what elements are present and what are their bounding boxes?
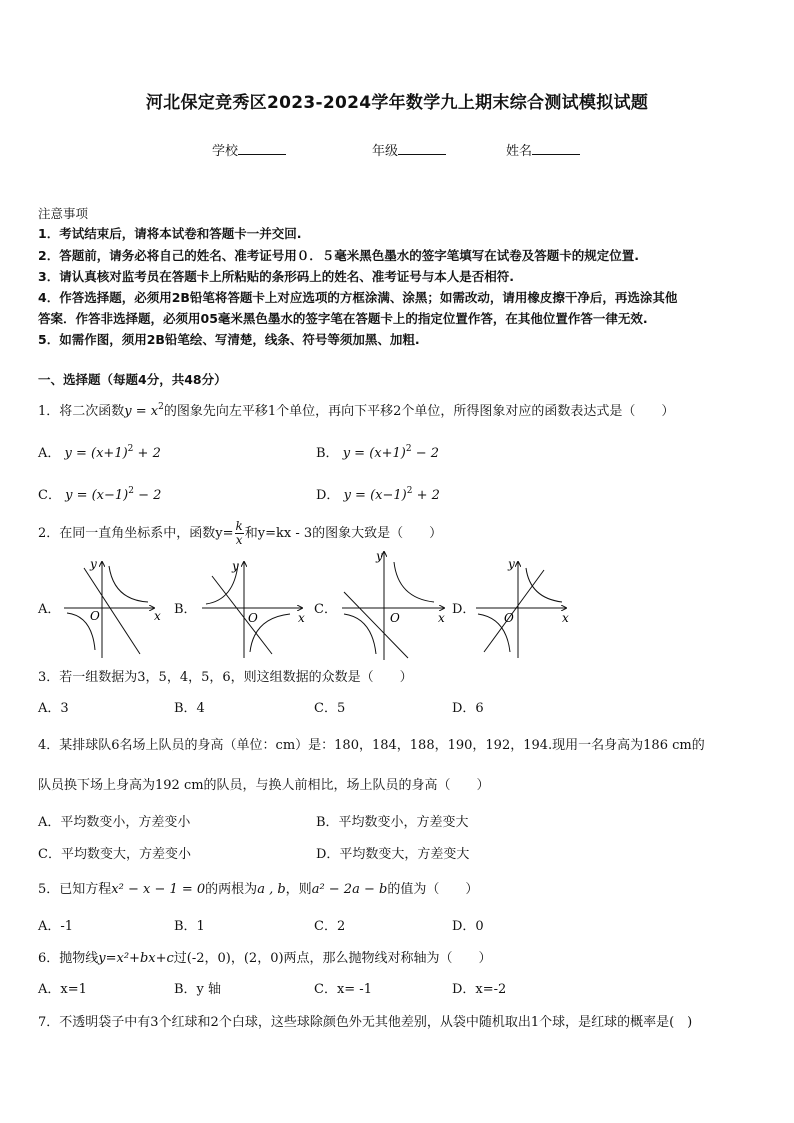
x-axis-label: x xyxy=(438,611,445,625)
y-axis-label: y xyxy=(508,557,515,571)
q2-label-d: D． xyxy=(452,602,476,617)
note-item: 2．答题前，请务必将自己的姓名、准考证号用０．５毫米黑色墨水的签字笔填写在试卷及答题卡的规定位置. xyxy=(38,248,639,263)
question-5-expression: a² − 2a − b xyxy=(311,882,388,897)
q6-option-b: B．y 轴 xyxy=(174,982,222,997)
question-6-function: y=x²+bx+c xyxy=(98,951,174,966)
question-5-roots: a , b xyxy=(257,882,286,897)
q1-option-d: D． $y = (x-1)^2 + 2$ xyxy=(316,486,440,503)
q5-option-a: A．-1 xyxy=(38,919,74,934)
question-5: 5．已知方程x² − x − 1 = 0的两根为a , b，则a² − 2a − b的值为（ ） xyxy=(38,882,479,897)
q1-option-b: B． $y = (x+1)^2 - 2$ xyxy=(316,444,440,461)
y-axis-label: y xyxy=(376,549,383,563)
hyperbola-branch xyxy=(394,562,434,602)
note-item: 4．作答选择题，必须用2B铅笔将答题卡上对应选项的方框涂满、涂黑；如需改动，请用橡皮擦干净后，再选涂其他 xyxy=(38,290,678,305)
q1-option-c: C． $y = (x-1)^2 - 2$ xyxy=(38,486,162,503)
graph-option-c xyxy=(338,548,450,662)
question-1: 1．将二次函数$y = x^2$的图象先向左平移1个单位，再向下平移2个单位，所得图象对应的函数表达式是（ ） xyxy=(38,402,675,419)
school-field xyxy=(212,140,286,159)
x-axis-label: x xyxy=(562,611,569,625)
name-field xyxy=(506,140,580,159)
q6-option-c: C．x= -1 xyxy=(314,982,372,997)
name-label: 姓名 xyxy=(506,144,533,159)
hyperbola-branch xyxy=(109,566,148,602)
question-1-func: y = x xyxy=(124,404,159,419)
q3-option-d: D．6 xyxy=(452,701,484,716)
q4-option-b: B．平均数变小，方差变大 xyxy=(316,815,469,830)
notes-heading: 注意事项 xyxy=(38,206,89,221)
y-axis-label: y xyxy=(90,557,97,571)
question-2-pre: 2．在同一直角坐标系中，函数y= xyxy=(38,526,234,541)
graph-option-a xyxy=(62,556,162,662)
question-2 xyxy=(38,520,442,547)
q2-label-a: A． xyxy=(38,602,61,617)
q1-option-a: A． $y = (x+1)^2 + 2$ xyxy=(38,444,161,461)
question-5-equation: x² − x − 1 = 0 xyxy=(111,882,206,897)
y-axis-label: y xyxy=(232,559,239,573)
q4-option-c: C．平均数变大，方差变小 xyxy=(38,847,191,862)
question-1-pre: 1．将二次函数 xyxy=(38,404,125,419)
q2-label-c: C． xyxy=(314,602,337,617)
question-3: 3．若一组数据为3，5，4，5，6，则这组数据的众数是（ ） xyxy=(38,670,413,685)
question-1-post: 的图象先向左平移1个单位，再向下平移2个单位，所得图象对应的函数表达式是（ ） xyxy=(163,404,675,419)
grade-field xyxy=(372,140,446,159)
question-7: 7．不透明袋子中有3个红球和2个白球，这些球除颜色外无其他差别，从袋中随机取出1个球，是红球的概率是( ) xyxy=(38,1015,693,1030)
name-blank xyxy=(532,142,580,155)
q5-option-b: B．1 xyxy=(174,919,205,934)
q6-option-d: D．x=-2 xyxy=(452,982,507,997)
line-graph xyxy=(212,576,272,654)
x-axis-label: x xyxy=(298,611,305,625)
graph-option-d xyxy=(474,556,574,662)
q6-option-a: A．x=1 xyxy=(38,982,87,997)
line-graph xyxy=(484,570,544,652)
grade-label: 年级 xyxy=(372,144,399,159)
origin-label: O xyxy=(504,611,514,625)
origin-label: O xyxy=(248,611,258,625)
school-label: 学校 xyxy=(212,144,239,159)
q4-option-a: A．平均数变小，方差变小 xyxy=(38,815,191,830)
note-item: 答案．作答非选择题，必须用05毫米黑色墨水的签字笔在答题卡上的指定位置作答，在其他位置作答一律无效. xyxy=(38,311,648,326)
question-6: 6．抛物线y=x²+bx+c过(-2，0)，(2，0)两点，那么抛物线对称轴为（ ） xyxy=(38,951,492,966)
school-blank xyxy=(238,142,286,155)
q3-option-b: B．4 xyxy=(174,701,205,716)
q3-option-a: A．3 xyxy=(38,701,69,716)
note-item: 1．考试结束后，请将本试卷和答题卡一并交回. xyxy=(38,226,302,241)
q3-option-c: C．5 xyxy=(314,701,346,716)
graph-option-b xyxy=(198,556,308,662)
section-heading: 一、选择题（每题4分，共48分） xyxy=(38,372,227,387)
q5-option-d: D．0 xyxy=(452,919,484,934)
x-axis-label: x xyxy=(154,609,161,623)
origin-label: O xyxy=(90,609,100,623)
q4-option-d: D．平均数变大，方差变大 xyxy=(316,847,470,862)
k-over-x-fraction: $\frac{k}{x}$ xyxy=(235,519,243,547)
grade-blank xyxy=(398,142,446,155)
note-item: 3．请认真核对监考员在答题卡上所粘贴的条形码上的姓名、准考证号与本人是否相符. xyxy=(38,269,514,284)
hyperbola-branch xyxy=(526,568,562,602)
question-4-line-2: 队员换下场上身高为192 cm的队员，与换人前相比，场上队员的身高（ ） xyxy=(38,778,490,793)
q5-option-c: C．2 xyxy=(314,919,346,934)
origin-label: O xyxy=(390,611,400,625)
page-title: 河北保定竞秀区2023-2024学年数学九上期末综合测试模拟试题 xyxy=(145,93,649,113)
question-4-line-1: 4．某排球队6名场上队员的身高（单位：cm）是：180，184，188，190，192，194.现用一名身高为186 cm的 xyxy=(38,738,705,753)
question-2-post: 和y=kx - 3的图象大致是（ ） xyxy=(244,526,443,541)
q2-label-b: B． xyxy=(174,602,197,617)
line-graph xyxy=(344,592,408,658)
note-item: 5．如需作图，须用2B铅笔绘、写清楚，线条、符号等须加黑、加粗. xyxy=(38,332,420,347)
